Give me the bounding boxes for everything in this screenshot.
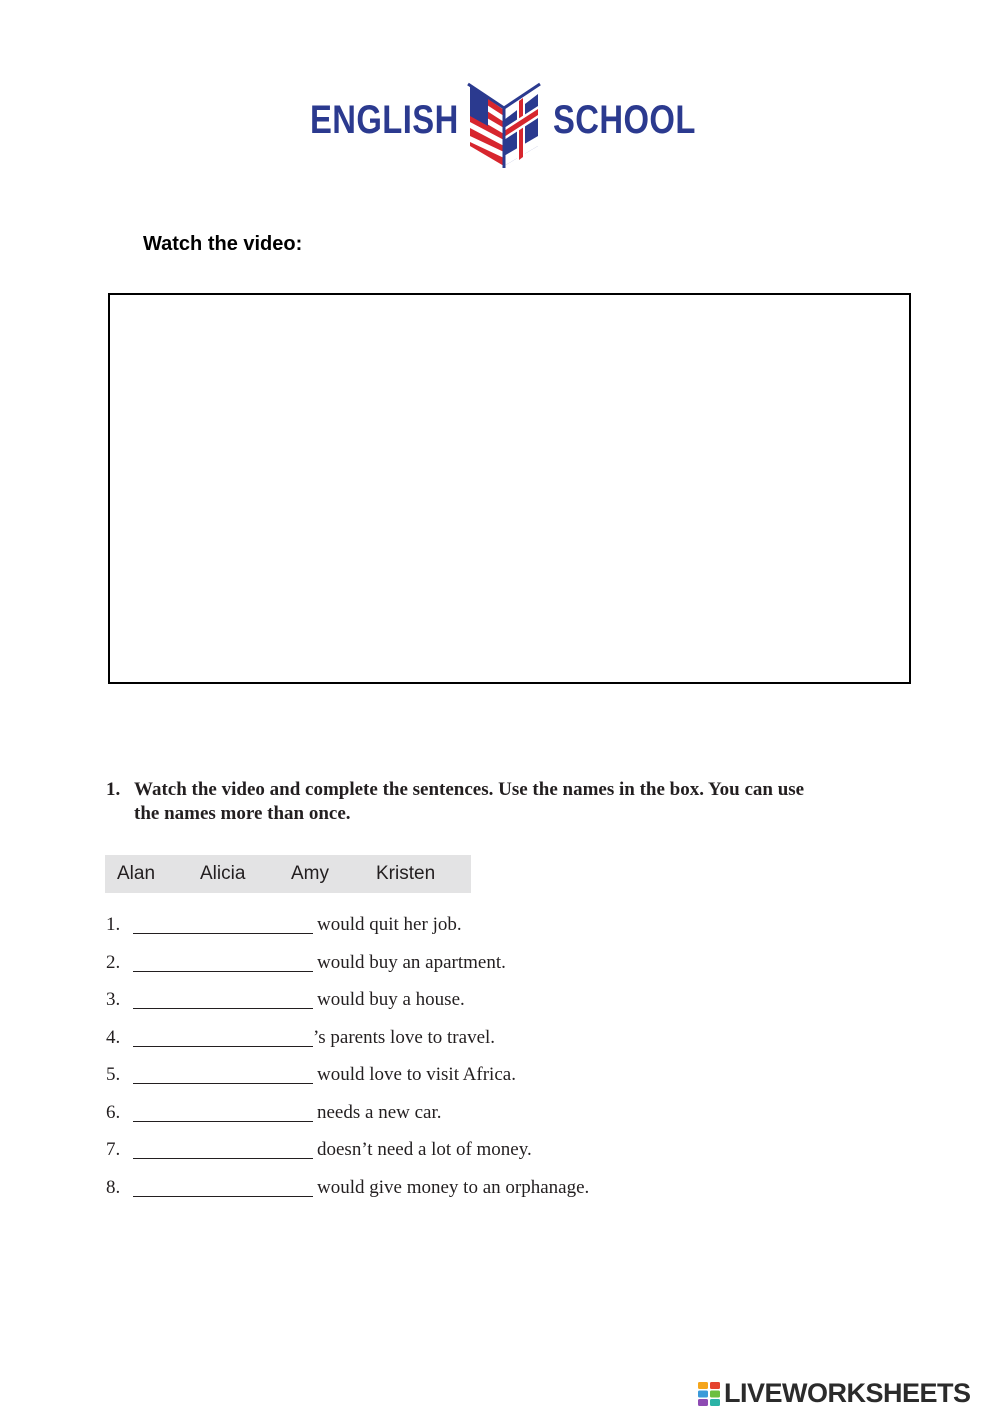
name-option: Kristen [376,863,436,884]
sentence-text: would buy an apartment. [317,952,506,973]
sentence-number: 5. [106,1064,121,1085]
answer-blank[interactable] [133,1083,313,1084]
sentence-item [106,1064,806,1092]
sentence-number: 4. [106,1027,121,1048]
logo-text-school: SCHOOL [553,98,696,142]
sentence-text: would give money to an orphanage. [317,1177,590,1198]
sentence-text: would quit her job. [317,914,462,935]
sentence-item [106,914,806,942]
sentence-number: 2. [106,952,121,973]
name-option: Alicia [200,863,246,884]
sentence-text: ’s parents love to travel. [313,1027,496,1048]
answer-blank[interactable] [133,1046,313,1047]
answer-blank[interactable] [133,1008,313,1009]
english-school-logo [308,80,696,170]
sentence-text: doesn’t need a lot of money. [317,1139,532,1160]
book-flags-icon [466,80,542,168]
answer-blank[interactable] [133,971,313,972]
sentence-item [106,1102,806,1130]
sentence-number: 7. [106,1139,121,1160]
name-option: Alan [117,863,156,884]
video-frame[interactable] [108,293,911,684]
sentence-item [106,989,806,1017]
sentence-item [106,1027,806,1055]
exercise-number: 1. [106,779,121,800]
answer-blank[interactable] [133,933,313,934]
sentence-text: needs a new car. [317,1102,442,1123]
name-option: Amy [291,863,329,884]
sentence-number: 1. [106,914,121,935]
logo-text-english: ENGLISH [310,98,459,142]
sentence-item [106,952,806,980]
sentence-text: would love to visit Africa. [317,1064,516,1085]
answer-blank[interactable] [133,1196,313,1197]
answer-blank[interactable] [133,1121,313,1122]
sentence-item [106,1177,806,1205]
liveworksheets-logo-icon [698,1382,720,1406]
sentence-item [106,1139,806,1167]
liveworksheets-brand-text: LIVEWORKSHEETS [724,1378,971,1408]
sentence-number: 3. [106,989,121,1010]
liveworksheets-logo[interactable] [698,1378,998,1410]
name-box [105,855,471,893]
sentence-text: would buy a house. [317,989,465,1010]
sentence-number: 6. [106,1102,121,1123]
sentence-number: 8. [106,1177,121,1198]
watch-video-label: Watch the video: [143,233,303,255]
exercise-instructions-text: Watch the video and complete the sentences. Use the names in the box. You can use the names more than once. [134,779,805,824]
answer-blank[interactable] [133,1158,313,1159]
